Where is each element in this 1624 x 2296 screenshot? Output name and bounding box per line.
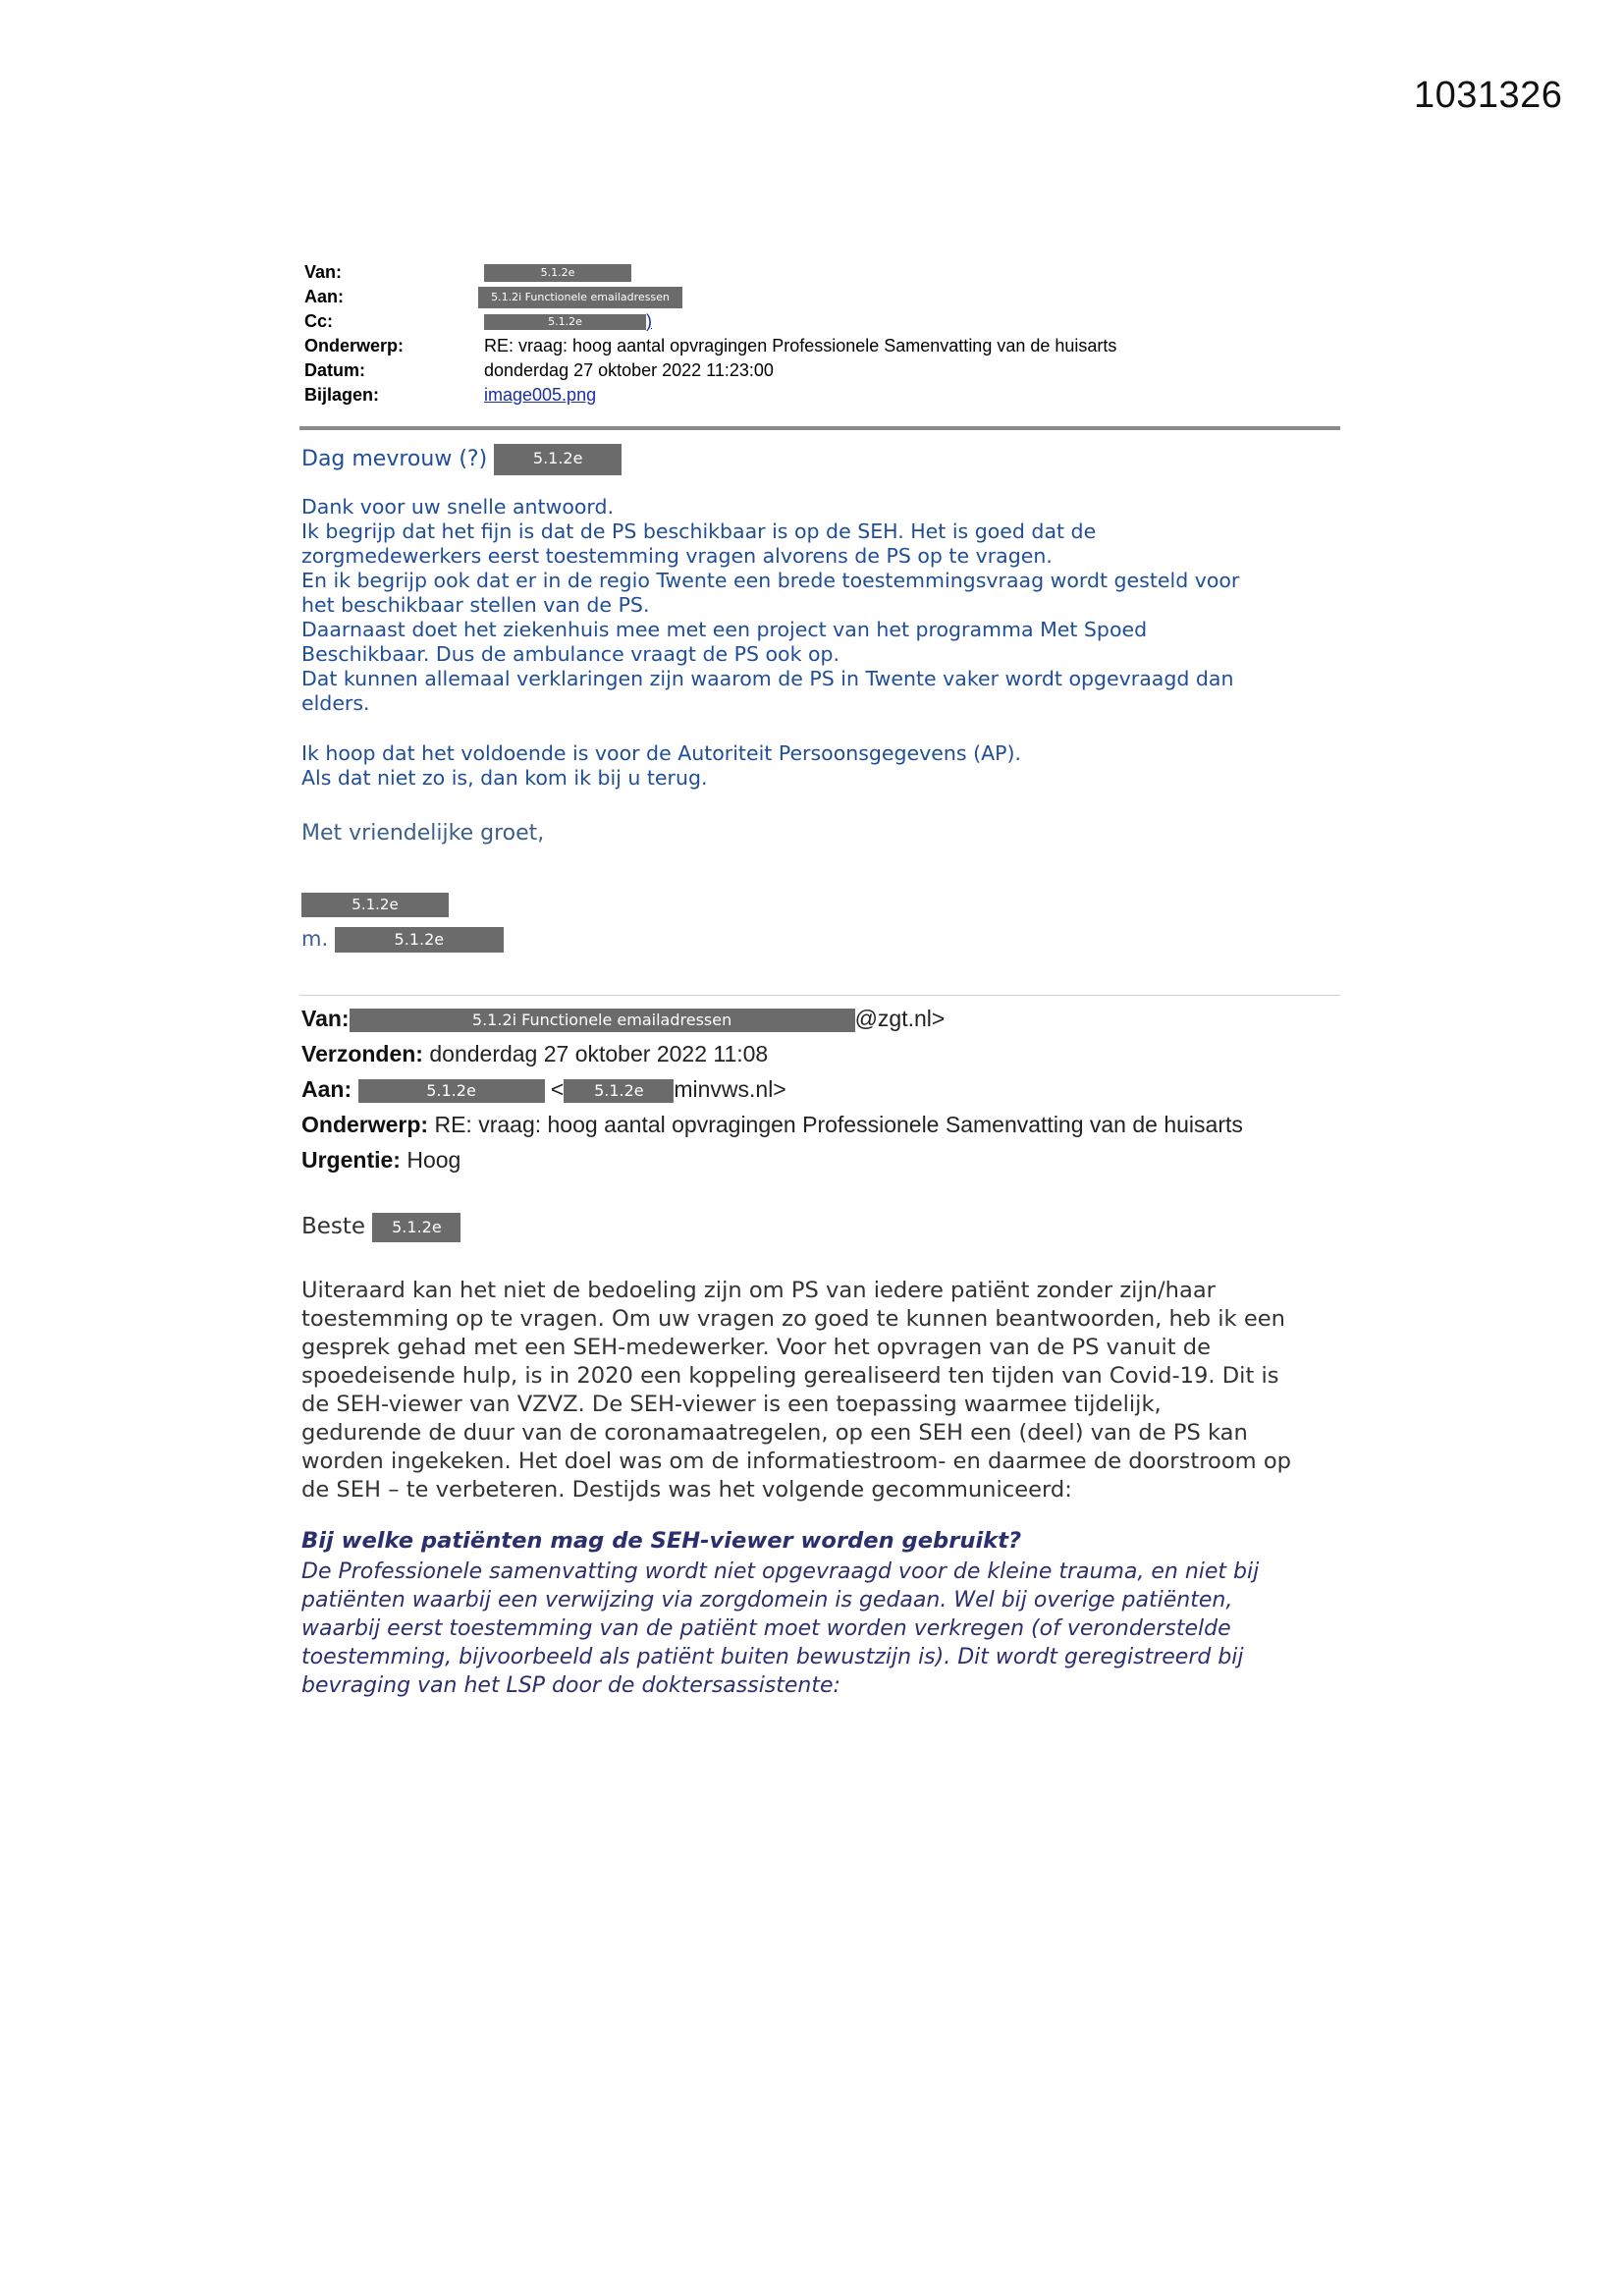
date-value: donderdag 27 oktober 2022 11:23:00 (484, 360, 774, 380)
signature-name (301, 893, 449, 917)
redaction-box: 5.1.2e (372, 1213, 460, 1242)
to-label: Aan: (304, 287, 344, 306)
subject-label: Onderwerp: (304, 336, 405, 355)
redaction-box: 5.1.2e (358, 1079, 545, 1103)
question-heading: Bij welke patiënten mag de SEH-viewer worden gebruikt? (301, 1528, 1022, 1554)
quoted-header-urgency: Urgentie: Hoog (301, 1147, 461, 1173)
signature-mobile: m. 5.1.2e (301, 927, 504, 953)
email-2-paragraph: Uiteraard kan het niet de bedoeling zijn om PS van iedere patiënt zonder zijn/haar toestemming op te vragen. Om uw vragen zo goed te kunnen beantwoorden, heb ik een gesprek gehad met een SEH-medewerker. Voor het opvragen van de PS vanuit de spoedeisende hulp, is in 2020 een koppeling gerealiseerd ten tijden van Covid-19. Dit is de SEH-viewer van VZVZ. De SEH-viewer is een toepassing waarmee tijdelijk, gedurende de duur van de coronamaatregelen, op een SEH een (deel) van de PS kan worden ingekeken. Het doel was om de informatiestroom- en daarmee de doorstroom op de SEH – te verbeteren. Destijds was het volgende gecommuniceerd: (301, 1278, 1292, 1503)
quoted-header-subject: Onderwerp: RE: vraag: hoog aantal opvragingen Professionele Samenvatting van de huisarts (301, 1112, 1243, 1137)
attachment-link[interactable]: image005.png (484, 385, 597, 405)
quoted-header-to: Aan: 5.1.2e < 5.1.2e minvws.nl> (301, 1076, 786, 1102)
email-1-paragraph-b: Ik hoop dat het voldoende is voor de Autoriteit Persoonsgegevens (AP). Als dat niet zo is, dan kom ik bij u terug. (301, 741, 1022, 790)
cc-label: Cc: (304, 311, 334, 331)
greeting-1: Dag mevrouw (?) 5.1.2e (301, 444, 622, 475)
quoted-divider (299, 995, 1340, 996)
redaction-box: 5.1.2e (335, 927, 504, 953)
from-label: Van: (304, 262, 343, 282)
cc-suffix: ) (646, 311, 652, 331)
document-number: 1031326 (1414, 75, 1563, 116)
quoted-header-sent: Verzonden: donderdag 27 oktober 2022 11:08 (301, 1041, 769, 1066)
attachments-label: Bijlagen: (304, 385, 380, 405)
redaction-box: 5.1.2i Functionele emailadressen (478, 287, 682, 308)
email-1-paragraph-a: Dank voor uw snelle antwoord. Ik begrijp dat het fijn is dat de PS beschikbaar is op de SEH. Het is goed dat de zorgmedewerkers eerst toestemming vragen alvorens de PS op te vragen. En ik begrijp ook dat er in de regio Twente een brede toestemmingsvraag wordt gesteld voor het beschikbaar stellen van de PS. Daarnaast doet het ziekenhuis mee met een project van het programma Met Spoed Beschikbaar. Dus de ambulance vraagt de PS ook op. Dat kunnen allemaal verklaringen zijn waarom de PS in Twente vaker wordt opgevraagd dan elders. (301, 495, 1240, 715)
greeting-2: Beste 5.1.2e (301, 1210, 460, 1244)
header-divider (299, 426, 1340, 430)
redaction-box: 5.1.2e (494, 444, 622, 475)
redaction-box: 5.1.2e (564, 1079, 674, 1103)
subject-value: RE: vraag: hoog aantal opvragingen Professionele Samenvatting van de huisarts (484, 336, 1117, 355)
quoted-header-from: Van: 5.1.2i Functionele emailadressen @zgt.nl> (301, 1006, 946, 1031)
redaction-box: 5.1.2e (484, 264, 631, 282)
question-answer: De Professionele samenvatting wordt niet opgevraagd voor de kleine trauma, en niet bij patiënten waarbij een verwijzing via zorgdomein is gedaan. Wel bij overige patiënten, waarbij eerst toestemming van de patiënt moet worden verkregen (of veronderstelde toestemming, bijvoorbeeld als patiënt buiten bewustzijn is). Dit wordt geregistreerd bij bevraging van het LSP door de doktersassistente: (301, 1559, 1260, 1698)
redaction-box: 5.1.2e (301, 893, 449, 917)
closing-text: Met vriendelijke groet, (301, 821, 545, 846)
redaction-box: 5.1.2i Functionele emailadressen (350, 1009, 855, 1032)
date-label: Datum: (304, 360, 365, 380)
redaction-box: 5.1.2e (484, 314, 646, 330)
